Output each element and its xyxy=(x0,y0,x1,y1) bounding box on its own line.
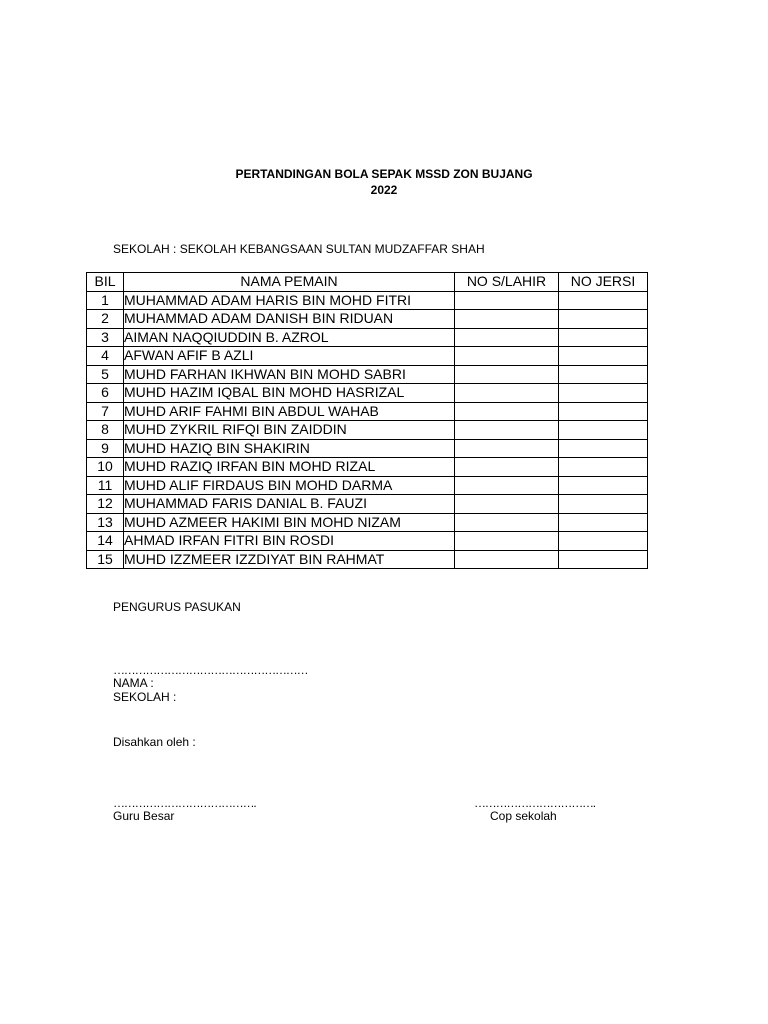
jersey-number xyxy=(559,421,648,440)
jersey-number xyxy=(559,347,648,366)
birth-cert-number xyxy=(455,458,559,477)
table-row xyxy=(87,328,648,347)
row-number: 11 xyxy=(87,476,124,495)
jersey-number xyxy=(559,476,648,495)
birth-cert-number xyxy=(455,347,559,366)
jersey-number xyxy=(559,495,648,514)
birth-cert-number xyxy=(455,402,559,421)
row-number: 13 xyxy=(87,513,124,532)
jersey-number xyxy=(559,550,648,569)
header-no-surat-lahir: NO S/LAHIR xyxy=(455,273,559,292)
row-number: 15 xyxy=(87,550,124,569)
player-name: AHMAD IRFAN FITRI BIN ROSDI xyxy=(124,532,455,551)
player-name: MUHD FARHAN IKHWAN BIN MOHD SABRI xyxy=(124,365,455,384)
birth-cert-number xyxy=(455,439,559,458)
jersey-number xyxy=(559,439,648,458)
birth-cert-number xyxy=(455,513,559,532)
table-row xyxy=(87,291,648,310)
table-row xyxy=(87,495,648,514)
table-row xyxy=(87,421,648,440)
jersey-number xyxy=(559,384,648,403)
birth-cert-number xyxy=(455,310,559,329)
jersey-number xyxy=(559,328,648,347)
birth-cert-number xyxy=(455,532,559,551)
row-number: 3 xyxy=(87,328,124,347)
player-name: MUHD IZZMEER IZZDIYAT BIN RAHMAT xyxy=(124,550,455,569)
manager-signature-line: ……………………………………………… xyxy=(113,663,308,677)
player-roster-table xyxy=(86,272,648,569)
jersey-number xyxy=(559,402,648,421)
birth-cert-number xyxy=(455,421,559,440)
table-row xyxy=(87,550,648,569)
birth-cert-number xyxy=(455,384,559,403)
player-name: MUHD HAZIM IQBAL BIN MOHD HASRIZAL xyxy=(124,384,455,403)
school-name: SEKOLAH : SEKOLAH KEBANGSAAN SULTAN MUDZAFFAR SHAH xyxy=(113,242,485,256)
player-name: AFWAN AFIF B AZLI xyxy=(124,347,455,366)
table-header-row xyxy=(87,273,648,292)
table-row xyxy=(87,458,648,477)
table-row xyxy=(87,439,648,458)
headmaster-signature-line: …………………………………. xyxy=(113,796,256,810)
manager-name-label: NAMA : xyxy=(113,676,154,690)
manager-heading: PENGURUS PASUKAN xyxy=(113,600,241,614)
jersey-number xyxy=(559,458,648,477)
row-number: 6 xyxy=(87,384,124,403)
jersey-number xyxy=(559,532,648,551)
birth-cert-number xyxy=(455,365,559,384)
jersey-number xyxy=(559,310,648,329)
manager-school-label: SEKOLAH : xyxy=(113,690,177,704)
header-no-jersi: NO JERSI xyxy=(559,273,648,292)
player-name: MUHAMMAD FARIS DANIAL B. FAUZI xyxy=(124,495,455,514)
player-name: MUHD HAZIQ BIN SHAKIRIN xyxy=(124,439,455,458)
table-row xyxy=(87,476,648,495)
header-nama-pemain: NAMA PEMAIN xyxy=(124,273,455,292)
row-number: 7 xyxy=(87,402,124,421)
table-row xyxy=(87,384,648,403)
birth-cert-number xyxy=(455,495,559,514)
table-row xyxy=(87,513,648,532)
row-number: 2 xyxy=(87,310,124,329)
table-row xyxy=(87,347,648,366)
player-name: MUHD RAZIQ IRFAN BIN MOHD RIZAL xyxy=(124,458,455,477)
approval-heading: Disahkan oleh : xyxy=(113,735,196,749)
player-name: MUHD ZYKRIL RIFQI BIN ZAIDDIN xyxy=(124,421,455,440)
roster-body xyxy=(87,291,648,569)
birth-cert-number xyxy=(455,550,559,569)
row-number: 10 xyxy=(87,458,124,477)
jersey-number xyxy=(559,365,648,384)
row-number: 4 xyxy=(87,347,124,366)
player-name: MUHD AZMEER HAKIMI BIN MOHD NIZAM xyxy=(124,513,455,532)
row-number: 8 xyxy=(87,421,124,440)
row-number: 5 xyxy=(87,365,124,384)
row-number: 9 xyxy=(87,439,124,458)
player-name: AIMAN NAQQIUDDIN B. AZROL xyxy=(124,328,455,347)
birth-cert-number xyxy=(455,291,559,310)
school-stamp-line: ……………………………. xyxy=(474,796,595,810)
headmaster-label: Guru Besar xyxy=(113,809,175,823)
header-bil: BIL xyxy=(87,273,124,292)
table-row xyxy=(87,532,648,551)
row-number: 1 xyxy=(87,291,124,310)
player-name: MUHD ALIF FIRDAUS BIN MOHD DARMA xyxy=(124,476,455,495)
document-title: PERTANDINGAN BOLA SEPAK MSSD ZON BUJANG xyxy=(235,167,533,181)
table-row xyxy=(87,365,648,384)
document-year: 2022 xyxy=(370,183,398,197)
school-stamp-label: Cop sekolah xyxy=(490,809,557,823)
row-number: 12 xyxy=(87,495,124,514)
row-number: 14 xyxy=(87,532,124,551)
table-row xyxy=(87,310,648,329)
player-name: MUHD ARIF FAHMI BIN ABDUL WAHAB xyxy=(124,402,455,421)
table-row xyxy=(87,402,648,421)
jersey-number xyxy=(559,513,648,532)
player-name: MUHAMMAD ADAM HARIS BIN MOHD FITRI xyxy=(124,291,455,310)
birth-cert-number xyxy=(455,328,559,347)
jersey-number xyxy=(559,291,648,310)
birth-cert-number xyxy=(455,476,559,495)
player-name: MUHAMMAD ADAM DANISH BIN RIDUAN xyxy=(124,310,455,329)
